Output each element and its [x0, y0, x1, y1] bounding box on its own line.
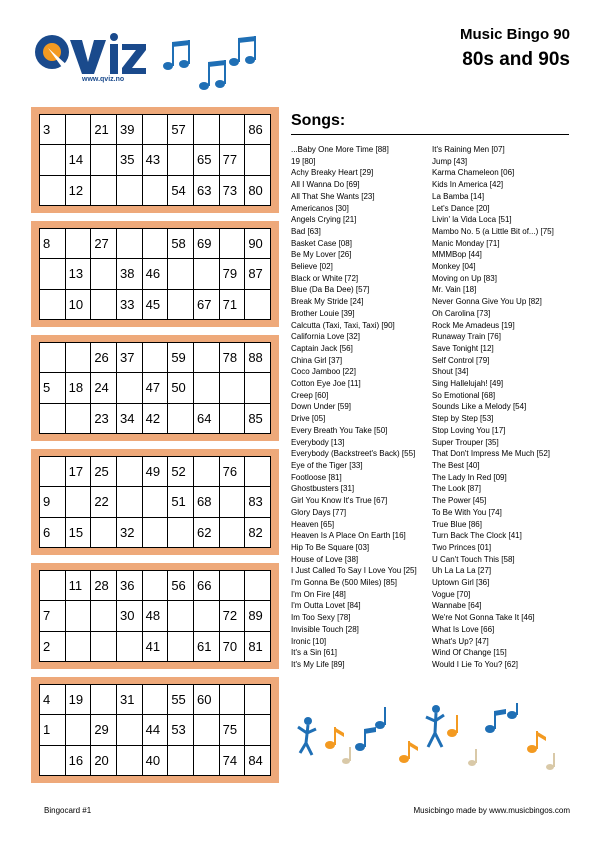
song-item: Believe [02]: [291, 262, 333, 272]
song-item: The Power [45]: [432, 496, 487, 506]
bingo-cell: [117, 487, 143, 517]
song-item: Glory Days [77]: [291, 507, 347, 517]
bingo-cell: 46: [143, 259, 169, 289]
bingo-cell: [245, 685, 271, 715]
bingo-cell: 65: [194, 145, 220, 175]
bingo-grid: [39, 456, 271, 548]
bingo-cell: 38: [117, 259, 143, 289]
bingo-cell: 41: [143, 632, 169, 662]
bingo-cell: 16: [66, 746, 92, 776]
bingo-cell: 90: [245, 229, 271, 259]
bingo-cell: [220, 115, 246, 145]
bingo-cell: 13: [66, 259, 92, 289]
bingo-cell: 19: [66, 685, 92, 715]
song-item: Runaway Train [76]: [432, 332, 501, 342]
song-item: Kids In America [42]: [432, 180, 504, 190]
song-item: All I Wanna Do [69]: [291, 180, 360, 190]
song-item: Uh La La La [27]: [432, 566, 492, 576]
song-item: Black or White [72]: [291, 273, 359, 283]
bingo-cell: 30: [117, 601, 143, 631]
bingo-cell: [168, 746, 194, 776]
bingo-cell: [117, 632, 143, 662]
bingo-cell: 6: [40, 518, 66, 548]
bingo-cell: [143, 229, 169, 259]
song-item: Mr. Vain [18]: [432, 285, 477, 295]
footer-credit: Musicbingo made by www.musicbingos.com: [413, 806, 570, 815]
bingo-cell: [194, 259, 220, 289]
bingo-cell: [194, 746, 220, 776]
bingo-cell: [194, 601, 220, 631]
song-item: ...Baby One More Time [88]: [291, 145, 389, 154]
bingo-cell: 77: [220, 145, 246, 175]
song-item: I'm Gonna Be (500 Miles) [85]: [291, 578, 398, 588]
bingo-cell: 51: [168, 487, 194, 517]
bingo-cell: 40: [143, 746, 169, 776]
bingo-cell: 26: [91, 343, 117, 373]
bingo-cell: 3: [40, 115, 66, 145]
song-item: Every Breath You Take [50]: [291, 425, 388, 435]
song-item: All That She Wants [23]: [291, 191, 375, 201]
bingo-cell: 43: [143, 145, 169, 175]
song-item: Eye of the Tiger [33]: [291, 460, 363, 470]
bingo-cell: [143, 685, 169, 715]
bingo-cell: [220, 487, 246, 517]
song-item: Karma Chameleon [06]: [432, 168, 515, 178]
bingo-cell: 52: [168, 457, 194, 487]
song-item: Ironic [10]: [291, 636, 327, 646]
bingo-cell: 61: [194, 632, 220, 662]
bingo-cell: 36: [117, 571, 143, 601]
song-item: Invisible Touch [28]: [291, 624, 359, 634]
bingo-cell: [66, 404, 92, 434]
bingo-cell: 89: [245, 601, 271, 631]
bingo-cell: 78: [220, 343, 246, 373]
song-item: Drive [05]: [291, 414, 326, 424]
song-item: Vogue [70]: [432, 589, 471, 599]
bingo-card: [31, 449, 279, 555]
song-item: Let's Dance [20]: [432, 203, 490, 213]
bingo-cell: 88: [245, 343, 271, 373]
song-item: Achy Breaky Heart [29]: [291, 168, 374, 178]
song-item: Everybody [13]: [291, 437, 345, 447]
bingo-cell: 53: [168, 715, 194, 745]
bingo-cell: [66, 343, 92, 373]
song-item: It's a Sin [61]: [291, 648, 337, 658]
song-item: Heaven Is A Place On Earth [16]: [291, 531, 406, 541]
bingo-cell: 5: [40, 373, 66, 403]
bingo-card: [31, 107, 279, 213]
bingo-cell: 57: [168, 115, 194, 145]
bingo-cell: 27: [91, 229, 117, 259]
bingo-cell: 82: [245, 518, 271, 548]
bingo-cell: [40, 746, 66, 776]
bingo-cell: 7: [40, 601, 66, 631]
bingo-cell: 28: [91, 571, 117, 601]
song-item: It's My Life [89]: [291, 659, 345, 669]
bingo-cell: 55: [168, 685, 194, 715]
song-item: It's Raining Men [07]: [432, 145, 505, 154]
bingo-cell: [168, 404, 194, 434]
bingo-cell: [220, 518, 246, 548]
song-item: Step by Step [53]: [432, 414, 494, 424]
bingo-cell: [91, 632, 117, 662]
bingo-cell: [117, 746, 143, 776]
bingo-cell: 20: [91, 746, 117, 776]
bingo-cell: [91, 518, 117, 548]
song-item: Oh Carolina [73]: [432, 308, 491, 318]
song-item: Everybody (Backstreet's Back) [55]: [291, 449, 416, 459]
song-item: What's Up? [47]: [432, 636, 489, 646]
song-item: So Emotional [68]: [432, 390, 496, 400]
bingo-cell: 15: [66, 518, 92, 548]
song-item: Down Under [59]: [291, 402, 352, 412]
bingo-cell: [194, 373, 220, 403]
page-title: Music Bingo 90: [459, 26, 570, 43]
bingo-cell: 45: [143, 290, 169, 320]
bingo-cell: [245, 290, 271, 320]
bingo-card: [31, 221, 279, 327]
bingo-cell: [117, 176, 143, 206]
song-item: Moving on Up [83]: [432, 273, 497, 283]
dancers-illustration: [292, 703, 562, 778]
bingo-cell: [117, 715, 143, 745]
logo-url: www.qviz.no: [82, 76, 125, 83]
bingo-cell: [220, 229, 246, 259]
bingo-cell: 29: [91, 715, 117, 745]
bingo-cell: [40, 259, 66, 289]
song-item: California Love [32]: [291, 332, 360, 342]
bingo-cell: [194, 343, 220, 373]
bingo-cell: 67: [194, 290, 220, 320]
song-item: Americanos [30]: [291, 203, 349, 213]
songs-divider: [291, 134, 569, 135]
song-item: Uptown Girl [36]: [432, 578, 490, 588]
bingo-cell: 22: [91, 487, 117, 517]
bingo-cell: [245, 715, 271, 745]
bingo-cell: [91, 259, 117, 289]
song-item: Jump [43]: [432, 156, 468, 166]
song-item: U Can't Touch This [58]: [432, 554, 515, 564]
songs-list-column-2: [432, 144, 554, 671]
bingo-cell: [143, 518, 169, 548]
bingo-cell: 32: [117, 518, 143, 548]
bingo-cell: 69: [194, 229, 220, 259]
bingo-cell: 48: [143, 601, 169, 631]
song-item: Two Princes [01]: [432, 542, 492, 552]
bingo-cell: 58: [168, 229, 194, 259]
bingo-cell: 44: [143, 715, 169, 745]
bingo-cell: 74: [220, 746, 246, 776]
bingo-cell: [91, 145, 117, 175]
bingo-cell: [40, 404, 66, 434]
bingo-cell: 37: [117, 343, 143, 373]
song-item: Footloose [81]: [291, 472, 342, 482]
song-item: True Blue [86]: [432, 519, 482, 529]
song-item: Basket Case [08]: [291, 238, 352, 248]
bingo-cell: 64: [194, 404, 220, 434]
bingo-cell: [245, 145, 271, 175]
bingo-cell: [168, 145, 194, 175]
song-item: Coco Jamboo [22]: [291, 367, 356, 377]
card-number: Bingocard #1: [44, 806, 92, 815]
bingo-cell: [66, 601, 92, 631]
song-item: Wind Of Change [15]: [432, 648, 507, 658]
bingo-cell: [40, 571, 66, 601]
page-subtitle: 80s and 90s: [462, 49, 570, 70]
bingo-grid: [39, 342, 271, 434]
bingo-cell: 68: [194, 487, 220, 517]
song-item: Livin' la Vida Loca [51]: [432, 215, 512, 225]
music-notes-icon: [160, 34, 260, 94]
bingo-cell: 63: [194, 176, 220, 206]
bingo-grid: [39, 570, 271, 662]
song-item: Bad [63]: [291, 226, 321, 236]
song-item: I Just Called To Say I Love You [25]: [291, 566, 417, 576]
song-item: I'm On Fire [48]: [291, 589, 346, 599]
song-item: Shout [34]: [432, 367, 469, 377]
bingo-cell: [40, 290, 66, 320]
bingo-cell: 72: [220, 601, 246, 631]
song-item: Captain Jack [56]: [291, 343, 353, 353]
bingo-cell: [220, 685, 246, 715]
bingo-cell: 17: [66, 457, 92, 487]
bingo-cell: [117, 373, 143, 403]
song-item: Hip To Be Square [03]: [291, 542, 370, 552]
bingo-cell: [168, 518, 194, 548]
bingo-grid: [39, 114, 271, 206]
song-item: Self Control [79]: [432, 355, 490, 365]
bingo-cell: 49: [143, 457, 169, 487]
song-item: Would I Lie To You? [62]: [432, 659, 518, 669]
bingo-cell: [194, 115, 220, 145]
bingo-cell: 35: [117, 145, 143, 175]
bingo-cell: [143, 176, 169, 206]
bingo-cell: [66, 229, 92, 259]
bingo-cell: [220, 373, 246, 403]
song-item: Wannabe [64]: [432, 601, 482, 611]
bingo-cell: [245, 457, 271, 487]
bingo-cell: 87: [245, 259, 271, 289]
bingo-cell: 76: [220, 457, 246, 487]
bingo-cell: 11: [66, 571, 92, 601]
bingo-cell: 83: [245, 487, 271, 517]
bingo-cell: [66, 715, 92, 745]
bingo-grid: [39, 684, 271, 776]
song-item: Cotton Eye Joe [11]: [291, 379, 361, 389]
bingo-cell: 54: [168, 176, 194, 206]
song-item: Super Trouper [35]: [432, 437, 499, 447]
song-item: Break My Stride [24]: [291, 297, 364, 307]
bingo-cell: 66: [194, 571, 220, 601]
bingo-cell: 70: [220, 632, 246, 662]
bingo-cell: [66, 632, 92, 662]
bingo-cell: 75: [220, 715, 246, 745]
song-item: House of Love [38]: [291, 554, 359, 564]
song-item: MMMBop [44]: [432, 250, 482, 260]
song-item: To Be With You [74]: [432, 507, 502, 517]
bingo-cell: 73: [220, 176, 246, 206]
bingo-cell: 9: [40, 487, 66, 517]
song-item: 19 [80]: [291, 156, 316, 166]
song-item: Heaven [65]: [291, 519, 335, 529]
bingo-cell: [143, 115, 169, 145]
songs-heading: Songs:: [291, 112, 346, 129]
bingo-cell: [91, 290, 117, 320]
songs-list-column-1: [291, 144, 417, 671]
bingo-cell: [40, 343, 66, 373]
bingo-cell: 71: [220, 290, 246, 320]
bingo-cell: [245, 571, 271, 601]
bingo-card: [31, 335, 279, 441]
bingo-cell: [40, 145, 66, 175]
bingo-cell: [117, 229, 143, 259]
bingo-cell: 34: [117, 404, 143, 434]
bingo-card: [31, 677, 279, 783]
bingo-cell: 10: [66, 290, 92, 320]
bingo-cell: 80: [245, 176, 271, 206]
bingo-cell: 39: [117, 115, 143, 145]
bingo-cell: [168, 290, 194, 320]
bingo-cell: [168, 632, 194, 662]
bingo-cell: [91, 601, 117, 631]
header-title-block: [460, 26, 570, 71]
song-item: Ghostbusters [31]: [291, 484, 355, 494]
song-item: Manic Monday [71]: [432, 238, 500, 248]
song-item: Monkey [04]: [432, 262, 476, 272]
song-item: What Is Love [66]: [432, 624, 495, 634]
bingo-cell: 31: [117, 685, 143, 715]
bingo-cell: [66, 115, 92, 145]
song-item: Blue (Da Ba Dee) [57]: [291, 285, 370, 295]
bingo-cell: 84: [245, 746, 271, 776]
bingo-cell: 4: [40, 685, 66, 715]
song-item: The Lady In Red [09]: [432, 472, 507, 482]
song-item: Never Gonna Give You Up [82]: [432, 297, 542, 307]
bingo-cell: 56: [168, 571, 194, 601]
bingo-cell: 18: [66, 373, 92, 403]
bingo-grid: [39, 228, 271, 320]
bingo-cell: 12: [66, 176, 92, 206]
song-item: The Best [40]: [432, 460, 480, 470]
bingo-cell: [91, 176, 117, 206]
song-item: The Look [87]: [432, 484, 481, 494]
bingo-cell: 60: [194, 685, 220, 715]
bingo-cell: [194, 457, 220, 487]
bingo-cell: 85: [245, 404, 271, 434]
song-item: Girl You Know It's True [67]: [291, 496, 388, 506]
bingo-cell: 59: [168, 343, 194, 373]
song-item: Mambo No. 5 (a Little Bit of...) [75]: [432, 226, 554, 236]
bingo-cell: 50: [168, 373, 194, 403]
song-item: Brother Louie [39]: [291, 308, 355, 318]
bingo-cell: [143, 487, 169, 517]
song-item: Sing Hallelujah! [49]: [432, 379, 504, 389]
bingo-cell: [66, 487, 92, 517]
song-item: That Don't Impress Me Much [52]: [432, 449, 551, 459]
bingo-cell: 23: [91, 404, 117, 434]
bingo-cell: 2: [40, 632, 66, 662]
bingo-cell: [194, 715, 220, 745]
bingo-cell: 62: [194, 518, 220, 548]
song-item: Turn Back The Clock [41]: [432, 531, 522, 541]
bingo-cell: 42: [143, 404, 169, 434]
bingo-cell: [40, 457, 66, 487]
bingo-cell: 33: [117, 290, 143, 320]
bingo-cell: [143, 571, 169, 601]
song-item: Im Too Sexy [78]: [291, 613, 351, 623]
bingo-cell: [40, 176, 66, 206]
song-item: China Girl [37]: [291, 355, 343, 365]
song-item: Creep [60]: [291, 390, 329, 400]
bingo-cell: [117, 457, 143, 487]
bingo-cell: [143, 343, 169, 373]
song-item: La Bamba [14]: [432, 191, 485, 201]
bingo-cell: [220, 404, 246, 434]
bingo-cell: 86: [245, 115, 271, 145]
bingo-cell: 79: [220, 259, 246, 289]
bingo-cell: 25: [91, 457, 117, 487]
song-item: Calcutta (Taxi, Taxi, Taxi) [90]: [291, 320, 395, 330]
bingo-cell: 24: [91, 373, 117, 403]
song-item: I'm Outta Lovet [84]: [291, 601, 361, 611]
bingo-cell: 14: [66, 145, 92, 175]
bingo-cell: 21: [91, 115, 117, 145]
song-item: We're Not Gonna Take It [46]: [432, 613, 535, 623]
song-item: Sounds Like a Melody [54]: [432, 402, 527, 412]
song-item: Angels Crying [21]: [291, 215, 357, 225]
song-item: Rock Me Amadeus [19]: [432, 320, 515, 330]
bingo-cell: [168, 601, 194, 631]
bingo-cell: [220, 571, 246, 601]
bingo-cell: 81: [245, 632, 271, 662]
bingo-card: [31, 563, 279, 669]
bingo-cell: [91, 685, 117, 715]
song-item: Save Tonight [12]: [432, 343, 494, 353]
bingo-cell: 8: [40, 229, 66, 259]
bingo-cell: 47: [143, 373, 169, 403]
bingo-cell: [245, 373, 271, 403]
song-item: Be My Lover [26]: [291, 250, 352, 260]
bingo-cell: [168, 259, 194, 289]
song-item: Stop Loving You [17]: [432, 425, 506, 435]
bingo-cell: 1: [40, 715, 66, 745]
